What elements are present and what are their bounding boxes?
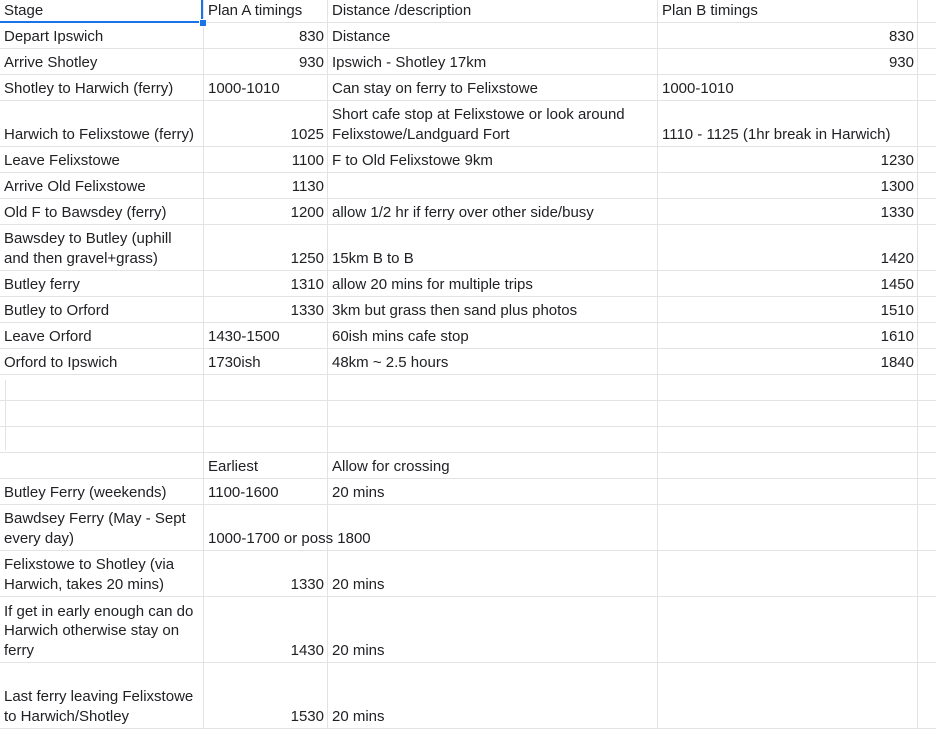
table-cell[interactable] (0, 401, 204, 427)
table-cell[interactable]: 830 (888, 27, 914, 45)
table-cell[interactable]: 1840 (880, 353, 914, 371)
table-cell[interactable]: If get in early enough can do Harwich otherwise stay on ferry (4, 602, 194, 659)
table-cell[interactable]: Last ferry leaving Felixstowe to Harwich/Shotley (4, 688, 194, 725)
column-header-cell[interactable]: Plan B timings (662, 1, 758, 19)
table-cell[interactable]: Leave Orford (4, 327, 92, 345)
table-cell[interactable]: Bawsdey to Butley (uphill and then gravel+grass) (4, 230, 172, 267)
table-cell[interactable]: 1000-1010 (208, 79, 280, 97)
table-cell[interactable] (204, 427, 328, 453)
table-cell[interactable]: 1610 (880, 327, 914, 345)
table-cell[interactable]: Butley Ferry (weekends) (4, 483, 167, 501)
table-cell[interactable]: 1300 (880, 177, 914, 195)
table-cell[interactable]: Butley ferry (4, 275, 80, 293)
table-cell[interactable]: Harwich to Felixstowe (ferry) (4, 125, 195, 143)
table-cell[interactable] (658, 663, 918, 729)
table-cell[interactable]: Ipswich - Shotley 17km (332, 53, 487, 71)
table-cell[interactable]: Short cafe stop at Felixstowe or look around Felixstowe/Landguard Fort (332, 106, 625, 143)
table-cell[interactable]: 830 (298, 27, 324, 45)
table-cell[interactable]: 1730ish (208, 353, 261, 371)
table-cell[interactable] (658, 551, 918, 597)
table-cell[interactable] (204, 375, 328, 401)
table-cell[interactable] (0, 427, 204, 453)
table-cell[interactable]: 20 mins (332, 707, 385, 725)
table-cell[interactable]: Allow for crossing (332, 457, 450, 475)
table-cell[interactable]: Orford to Ipswich (4, 353, 118, 371)
table-cell[interactable] (658, 427, 918, 453)
table-cell[interactable]: 1000-1700 or poss 1800 (208, 529, 371, 547)
table-cell[interactable]: Felixstowe to Shotley (via Harwich, takes 20 mins) (4, 556, 175, 593)
table-cell[interactable] (0, 453, 204, 479)
table-cell[interactable] (328, 401, 658, 427)
table-cell[interactable]: 20 mins (332, 483, 385, 501)
table-cell[interactable]: Leave Felixstowe (4, 151, 120, 169)
table-cell[interactable] (658, 597, 918, 663)
table-cell[interactable]: 1230 (880, 151, 914, 169)
table-cell[interactable] (658, 453, 918, 479)
table-cell[interactable] (328, 173, 658, 199)
table-cell[interactable]: 1025 (290, 125, 324, 143)
table-cell[interactable]: 3km but grass then sand plus photos (332, 301, 578, 319)
column-header-cell[interactable]: Stage (4, 1, 44, 19)
table-cell[interactable]: Earliest (208, 457, 259, 475)
table-cell[interactable]: 1530 (290, 707, 324, 725)
table-cell[interactable]: 60ish mins cafe stop (332, 327, 469, 345)
table-cell[interactable]: 1330 (880, 203, 914, 221)
table-cell[interactable]: allow 1/2 hr if ferry over other side/busy (332, 203, 594, 221)
table-cell[interactable] (204, 401, 328, 427)
table-cell[interactable] (328, 505, 658, 551)
table-cell[interactable] (658, 505, 918, 551)
table-cell[interactable] (658, 375, 918, 401)
table-cell[interactable]: Distance (332, 27, 391, 45)
table-cell[interactable] (328, 427, 658, 453)
table-cell[interactable] (658, 401, 918, 427)
table-cell[interactable] (658, 479, 918, 505)
table-cell[interactable]: 1100 (291, 151, 324, 169)
column-header-cell[interactable]: Distance /description (332, 1, 472, 19)
table-cell[interactable]: 1000-1010 (662, 79, 734, 97)
table-cell[interactable]: Shotley to Harwich (ferry) (4, 79, 174, 97)
table-cell[interactable]: Depart Ipswich (4, 27, 104, 45)
table-cell[interactable]: Arrive Old Felixstowe (4, 177, 146, 195)
fill-handle[interactable] (199, 19, 207, 27)
table-cell[interactable]: Arrive Shotley (4, 53, 98, 71)
table-cell[interactable]: 1510 (880, 301, 914, 319)
table-cell[interactable]: 930 (888, 53, 914, 71)
table-cell[interactable]: 1250 (290, 249, 324, 267)
table-cell[interactable]: 1310 (290, 275, 324, 293)
table-cell[interactable]: Can stay on ferry to Felixstowe (332, 79, 538, 97)
table-cell[interactable] (0, 375, 204, 401)
table-cell[interactable]: Butley to Orford (4, 301, 110, 319)
table-cell[interactable]: F to Old Felixstowe 9km (332, 151, 493, 169)
table-cell[interactable]: 20 mins (332, 575, 385, 593)
table-cell[interactable]: 1330 (290, 301, 324, 319)
table-cell[interactable]: 15km B to B (332, 249, 414, 267)
table-cell[interactable]: 48km ~ 2.5 hours (332, 353, 449, 371)
table-cell[interactable]: 1130 (291, 177, 324, 195)
table-cell[interactable]: 1200 (290, 203, 324, 221)
table-cell[interactable]: 1430 (290, 641, 324, 659)
table-cell[interactable]: 1100-1600 (208, 483, 279, 501)
table-cell[interactable]: 20 mins (332, 641, 385, 659)
table-cell[interactable]: 1420 (880, 249, 914, 267)
table-cell[interactable]: allow 20 mins for multiple trips (332, 275, 533, 293)
table-cell[interactable] (328, 375, 658, 401)
table-cell[interactable]: 1450 (880, 275, 914, 293)
column-header-cell[interactable]: Plan A timings (208, 1, 303, 19)
table-cell[interactable]: 1110 - 1125 (1hr break in Harwich) (662, 125, 891, 143)
table-cell[interactable]: Bawdsey Ferry (May - Sept every day) (4, 510, 186, 547)
table-cell[interactable]: Old F to Bawsdey (ferry) (4, 203, 167, 221)
table-cell[interactable]: 930 (298, 53, 324, 71)
table-cell[interactable]: 1330 (290, 575, 324, 593)
table-cell[interactable]: 1430-1500 (208, 327, 280, 345)
